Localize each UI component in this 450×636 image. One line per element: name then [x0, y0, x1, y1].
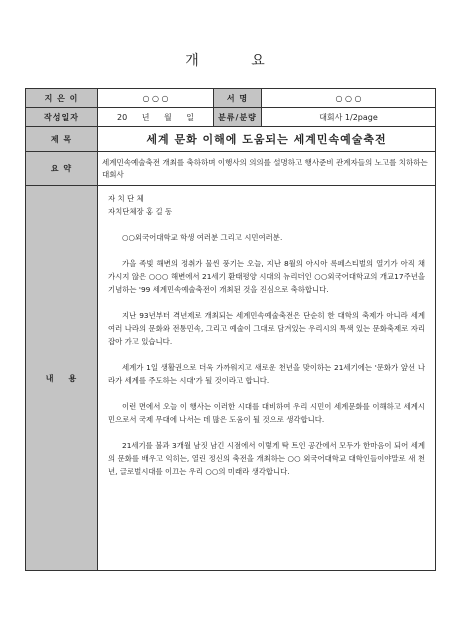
presenter-label: 지 은 이 — [26, 89, 98, 108]
date-label: 작성일자 — [26, 108, 98, 127]
presenter-value: ○ ○ ○ — [98, 89, 214, 108]
summary-row — [26, 152, 436, 186]
subject-label: 제 목 — [26, 127, 98, 152]
date-month-unit: 월 — [164, 112, 172, 122]
content-label-2: 용 — [68, 373, 78, 383]
date-year: 20 — [116, 112, 128, 122]
content-row — [26, 186, 436, 571]
address-line: ○○외국어대학교 학생 여러분 그리고 시민여러분. — [122, 233, 283, 242]
summary-label: 요 약 — [26, 152, 98, 186]
paragraph-2: 지난 93년부터 격년제로 개최되는 세계민속예술축전은 단순히 한 대학의 축제가 아니라 세계 여러 나라의 문화와 전통민속, 그리고 예술이 그대로 담겨있는 우리시의 특색 있는 문화축제로 자리잡아 가고 있습니다. — [108, 311, 425, 346]
paragraph-1: 가을 족빛 해변의 정취가 물씬 풍기는 오늘, 지난 8월의 아시아 록페스티벌의 열기가 아직 채 가시지 않은 ○○○ 해변에서 21세기 환태평양 시대의 뉴리더인 ○○외국어대학교의 개교17주년을 기념하는 '99 세계민속예술축전이 개최된 것을 진심으로 축하합니다. — [108, 259, 425, 294]
paragraph-4: 이런 면에서 오늘 이 행사는 이러한 시대를 대비하여 우리 시민이 세계문화를 이해하고 세계시민으로서 국제 무대에 나서는 데 많은 도움이 될 것으로 생각합니다. — [108, 402, 425, 424]
paragraph-3: 세계가 1일 생활권으로 더욱 가까워지고 새로운 천년을 맞이하는 21세기에는 '문화가 앞선 나라가 세계를 주도하는 시대'가 될 것이라고 합니다. — [108, 363, 425, 385]
date-row — [26, 108, 436, 127]
page-title: 개 요 — [185, 53, 289, 69]
author-value: ○ ○ ○ — [262, 89, 436, 108]
greeting-line-1: 자 치 단 체 — [108, 194, 144, 203]
content-label-1: 내 — [45, 373, 55, 383]
category-value: 대회사 1/2page — [262, 108, 436, 127]
paragraph-5: 21세기를 불과 3개월 남짓 남긴 시점에서 이렇게 탁 트인 공간에서 모두가 한마음이 되어 세계의 문화를 배우고 익히는, 열린 정신의 축전을 개최하는 ○○ 외국어대학교 대학인들이야말로 새 천년, 글로벌시대를 이끄는 우리 ○○의 미래라 생각합니다. — [108, 441, 425, 476]
content-label — [26, 186, 98, 571]
greeting-line-2: 자치단체장 홍 길 동 — [108, 207, 173, 216]
summary-value: 세계민속예술축전 개최를 축하하며 이행사의 의의를 설명하고 행사준비 관계자들의 노고를 치하하는 대회사 — [98, 152, 436, 186]
date-value — [98, 108, 214, 127]
subject-row — [26, 127, 436, 152]
author-label: 서 명 — [214, 89, 262, 108]
subject-value: 세계 문화 이해에 도움되는 세계민속예술축전 — [98, 127, 436, 152]
date-day-unit: 일 — [186, 112, 195, 122]
date-year-unit: 년 — [141, 112, 150, 122]
overview-form-table — [25, 88, 436, 571]
content-body — [98, 186, 436, 571]
presenter-row — [26, 89, 436, 108]
category-label: 분류/분량 — [214, 108, 262, 127]
